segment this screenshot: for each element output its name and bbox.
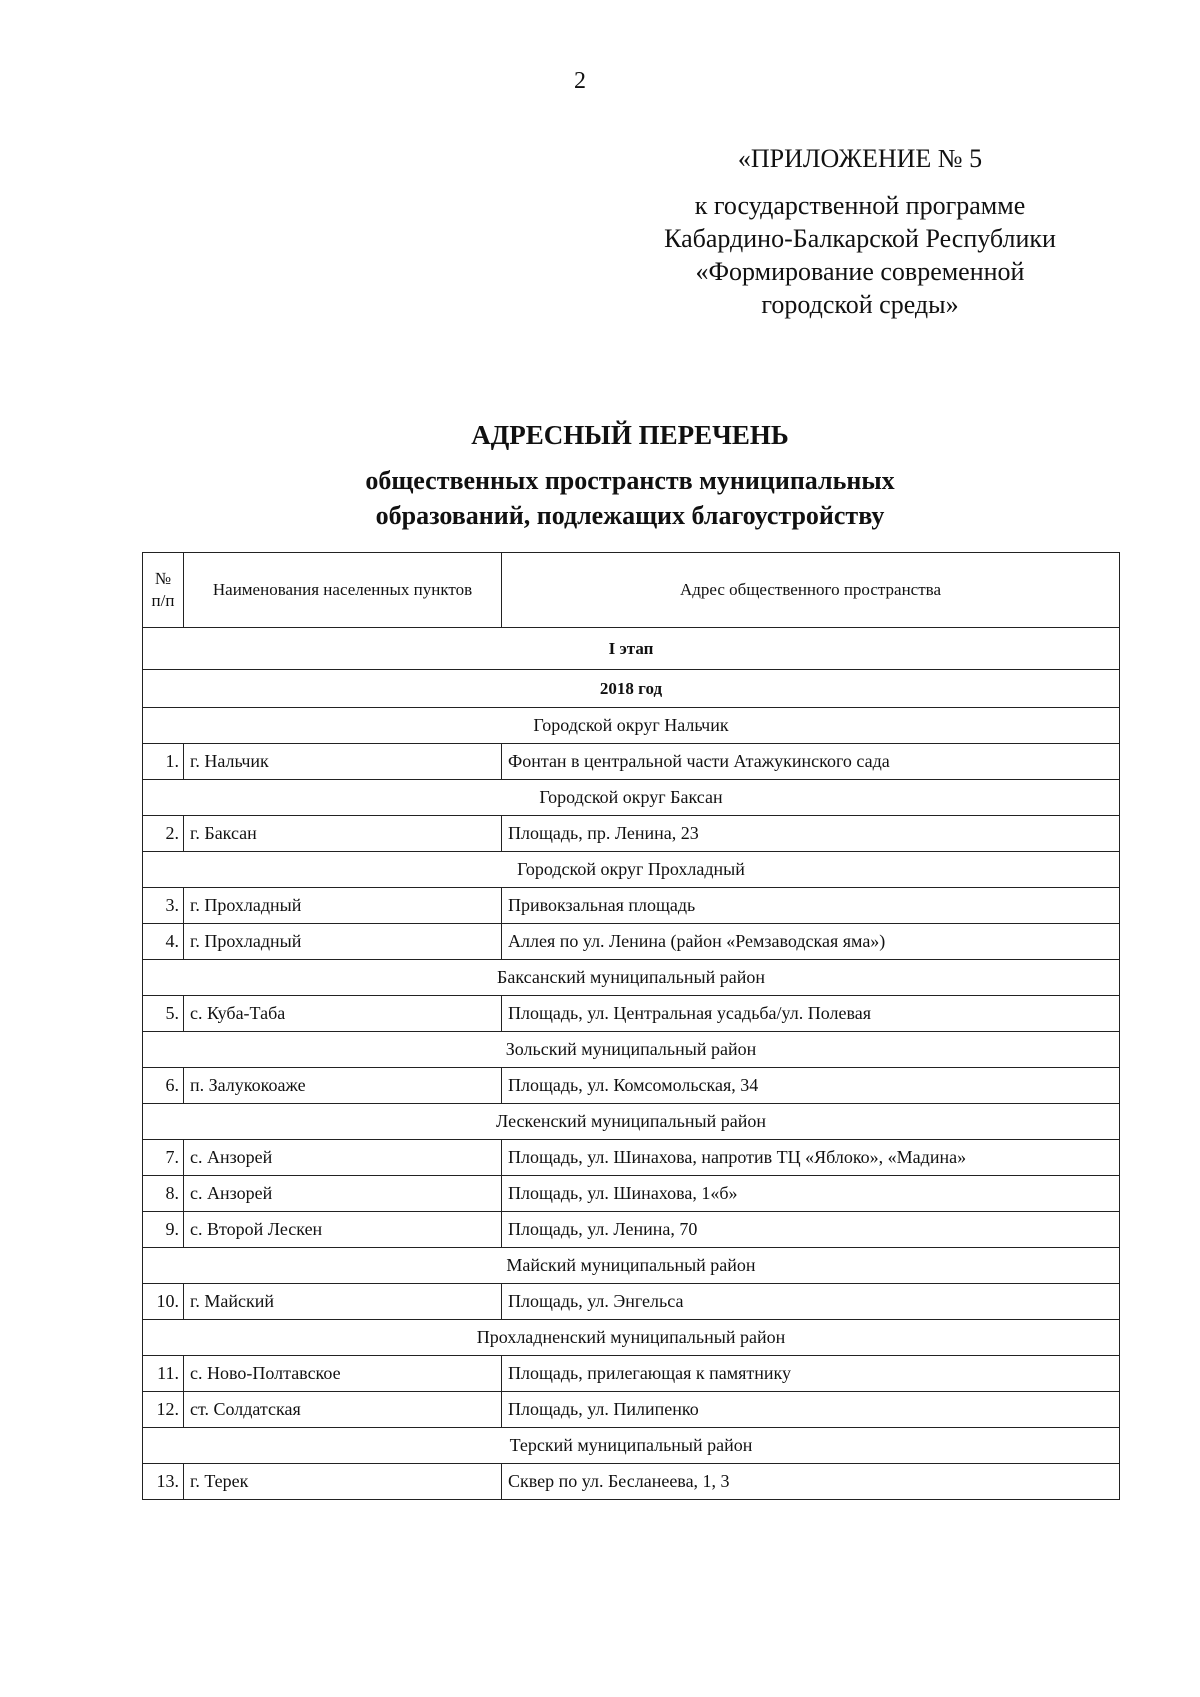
page-number: 2 <box>574 68 586 94</box>
appendix-header <box>620 142 1100 321</box>
public-space-address: Фонтан в центральной части Атажукинского сада <box>502 744 1120 780</box>
district-row <box>143 708 1120 744</box>
row-number: 6. <box>143 1068 184 1104</box>
district-row <box>143 1320 1120 1356</box>
settlement-name: г. Майский <box>184 1284 502 1320</box>
table-row <box>143 924 1120 960</box>
settlement-name: г. Баксан <box>184 816 502 852</box>
public-space-address: Площадь, пр. Ленина, 23 <box>502 816 1120 852</box>
header-number: № п/п <box>143 553 184 628</box>
settlement-name: г. Прохладный <box>184 888 502 924</box>
district-name: Городской округ Нальчик <box>143 708 1120 744</box>
address-table <box>142 552 1120 1500</box>
appendix-line: к государственной программе <box>694 191 1026 220</box>
appendix-title: «ПРИЛОЖЕНИЕ № 5 <box>737 144 983 173</box>
appendix-line: Кабардино-Балкарской Республики <box>664 224 1056 253</box>
table-header-row <box>143 553 1120 628</box>
stage-row <box>143 628 1120 670</box>
table-row <box>143 1356 1120 1392</box>
table-row <box>143 888 1120 924</box>
district-name: Майский муниципальный район <box>143 1248 1120 1284</box>
district-name: Лескенский муниципальный район <box>143 1104 1120 1140</box>
district-row <box>143 852 1120 888</box>
public-space-address: Сквер по ул. Бесланеева, 1, 3 <box>502 1464 1120 1500</box>
settlement-name: с. Ново-Полтавское <box>184 1356 502 1392</box>
settlement-name: с. Анзорей <box>184 1176 502 1212</box>
row-number: 7. <box>143 1140 184 1176</box>
district-row <box>143 1428 1120 1464</box>
settlement-name: с. Анзорей <box>184 1140 502 1176</box>
district-name: Городской округ Баксан <box>143 780 1120 816</box>
table-row <box>143 1140 1120 1176</box>
settlement-name: г. Прохладный <box>184 924 502 960</box>
table-row <box>143 816 1120 852</box>
settlement-name: г. Нальчик <box>184 744 502 780</box>
document-subtitle <box>0 463 1200 533</box>
row-number: 9. <box>143 1212 184 1248</box>
table-body <box>143 628 1120 1500</box>
row-number: 10. <box>143 1284 184 1320</box>
public-space-address: Площадь, ул. Центральная усадьба/ул. Полевая <box>502 996 1120 1032</box>
public-space-address: Аллея по ул. Ленина (район «Ремзаводская яма») <box>502 924 1120 960</box>
district-row <box>143 1104 1120 1140</box>
district-row <box>143 1032 1120 1068</box>
district-name: Терский муниципальный район <box>143 1428 1120 1464</box>
row-number: 5. <box>143 996 184 1032</box>
row-number: 1. <box>143 744 184 780</box>
appendix-line: «Формирование современной <box>695 257 1025 286</box>
row-number: 3. <box>143 888 184 924</box>
row-number: 8. <box>143 1176 184 1212</box>
district-row <box>143 1248 1120 1284</box>
district-name: Зольский муниципальный район <box>143 1032 1120 1068</box>
public-space-address: Площадь, ул. Шинахова, напротив ТЦ «Яблоко», «Мадина» <box>502 1140 1120 1176</box>
public-space-address: Площадь, ул. Ленина, 70 <box>502 1212 1120 1248</box>
table-row <box>143 996 1120 1032</box>
settlement-name: г. Терек <box>184 1464 502 1500</box>
public-space-address: Площадь, ул. Пилипенко <box>502 1392 1120 1428</box>
subtitle-line: образований, подлежащих благоустройству <box>375 501 885 530</box>
table-row <box>143 1068 1120 1104</box>
table-row <box>143 1212 1120 1248</box>
settlement-name: п. Залукокоаже <box>184 1068 502 1104</box>
table-row <box>143 744 1120 780</box>
public-space-address: Площадь, прилегающая к памятнику <box>502 1356 1120 1392</box>
subtitle-line: общественных пространств муниципальных <box>365 466 895 495</box>
settlement-name: с. Второй Лескен <box>184 1212 502 1248</box>
header-address: Адрес общественного пространства <box>502 553 1120 628</box>
year-label: 2018 год <box>143 670 1120 708</box>
appendix-line: городской среды» <box>761 290 959 319</box>
settlement-name: ст. Солдатская <box>184 1392 502 1428</box>
district-row <box>143 780 1120 816</box>
document-title: АДРЕСНЫЙ ПЕРЕЧЕНЬ <box>471 420 789 450</box>
public-space-address: Площадь, ул. Комсомольская, 34 <box>502 1068 1120 1104</box>
table-row <box>143 1284 1120 1320</box>
public-space-address: Площадь, ул. Энгельса <box>502 1284 1120 1320</box>
row-number: 13. <box>143 1464 184 1500</box>
row-number: 12. <box>143 1392 184 1428</box>
row-number: 4. <box>143 924 184 960</box>
public-space-address: Площадь, ул. Шинахова, 1«б» <box>502 1176 1120 1212</box>
year-row <box>143 670 1120 708</box>
row-number: 11. <box>143 1356 184 1392</box>
header-settlement: Наименования населенных пунктов <box>184 553 502 628</box>
table-row <box>143 1176 1120 1212</box>
district-name: Баксанский муниципальный район <box>143 960 1120 996</box>
district-row <box>143 960 1120 996</box>
table-row <box>143 1392 1120 1428</box>
settlement-name: с. Куба-Таба <box>184 996 502 1032</box>
stage-label: I этап <box>143 628 1120 670</box>
public-space-address: Привокзальная площадь <box>502 888 1120 924</box>
row-number: 2. <box>143 816 184 852</box>
table-row <box>143 1464 1120 1500</box>
district-name: Городской округ Прохладный <box>143 852 1120 888</box>
district-name: Прохладненский муниципальный район <box>143 1320 1120 1356</box>
